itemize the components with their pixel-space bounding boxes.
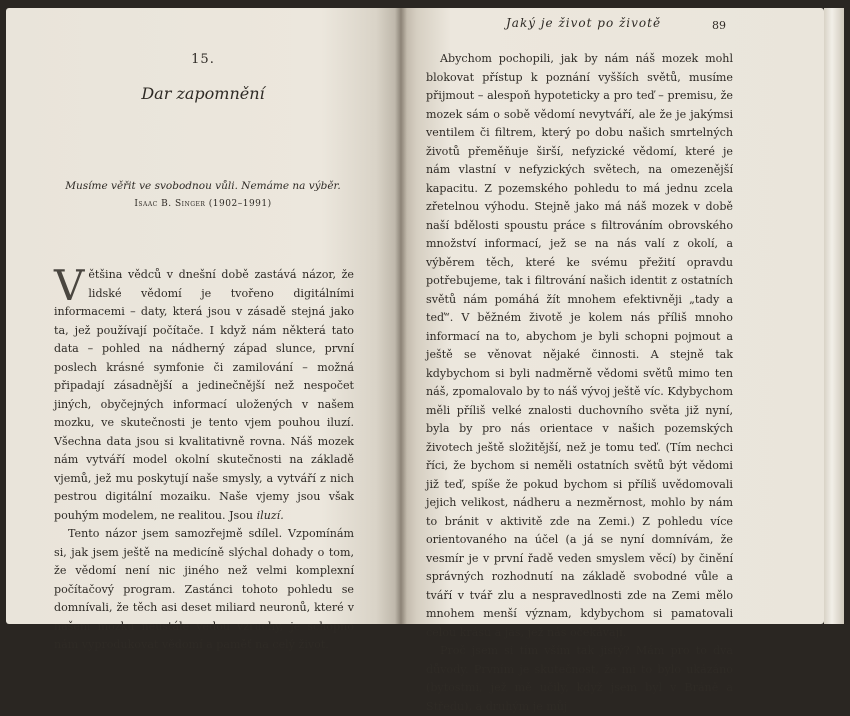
page-number: 89 <box>712 19 726 32</box>
left-page-body <box>54 261 354 655</box>
epigraph-source: Isaac B. Singer (1902–1991) <box>134 199 272 209</box>
left-paragraph-1 <box>54 261 354 525</box>
book-gutter <box>395 8 407 624</box>
left-paragraph-1-text: ětšina vědců v dnešní době zastává názor, že lidské vědomí je tvořeno digitálními informacemi – daty, která jsou v zásadě stejná jako ta, jež používají počítače. I když nám některá tato data – pohled na nádherný západ slunce, první poslech krásné symfonie či zamilování – možná připadají zásadnější a jedinečnější než nespočet jiných, obyčejných informací uložených v našem mozku, ve skutečnosti je tento vjem pouhou iluzí. Všechna data jsou si kvalitativně rovna. Náš mozek nám vytváří model okolní skutečnosti na základě vjemů, jež mu poskytují naše smysly, a vytváří z nich pestrou digitální mozaiku. Naše vjemy jsou však pouhým modelem, ne realitou. Jsou <box>54 268 354 522</box>
drop-cap: V <box>54 261 85 310</box>
left-paragraph-1-italic: iluzí. <box>256 508 284 522</box>
left-paragraph-2: Tento názor jsem samozřejmě sdílel. Vzpomínám si, jak jsem ještě na medicíně slýchal dohady o tom, že vědomí není nic jiného než velmi komplexní počítačový program. Zastánci tohoto pohledu se domnívali, že těch asi deset miliard neuronů, které v našem mozku neustále vedou vzruchy, je schopno nám vyprodukovat vědomí a paměť na celý život. <box>54 527 354 651</box>
running-head: Jaký je život po životě <box>506 16 662 30</box>
epigraph-quote: Musíme věřit ve svobodnou vůli. Nemáme na výběr. <box>65 180 341 192</box>
chapter-title: Dar zapomnění <box>141 84 265 103</box>
chapter-number: 15. <box>191 52 215 67</box>
right-paragraph-1: Abychom pochopili, jak by nám náš mozek mohl blokovat přístup k poznání vyšších světů, musíme přijmout – alespoň hypoteticky a pro teď – premisu, že mozek sám o sobě vědomí nevytváří, ale že je jakýmsi ventilem či filtrem, který po dobu našich smrtelných životů přeměňuje širší, nefyzické vědomí, které je nám vlastní v nefyzických světech, na omezenější kapacitu. Z pozemského pohledu to má jednu zcela zřetelnou výhodu. Stejně jako má náš mozek v době naší bdělosti spoustu práce s filtrováním obrovského množství informací, jež se na nás valí z okolí, a výběrem těch, které ke svému přežití opravdu potřebujeme, tak i filtrování našich identit z ostatních světů nám pomáhá žít mnohem efektivněji „tady a teď“. V běžném životě je kolem nás příliš mnoho informací na to, abychom je byli schopni pojmout a ještě se věnovat nějaké činnosti. A stejně tak kdybychom si byli nadměrně vědomi světů mimo ten náš, zpomalovalo by to náš vývoj ještě víc. Kdybychom měli příliš velké znalosti duchovního světa již nyní, byla by pro nás orientace v našich pozemských životech ještě složitější, než je tomu teď. (Tím nechci říci, že bychom si neměli ostatních světů být vědomi již teď, spíše že pokud bychom si příliš uvědomovali jejich velikost, nádheru a nezměrnost, mohlo by nám to bránit v aktivitě zde na Zemi.) Z pohledu více orientovaného na účel (a já se nyní domnívám, že vesmír je v první řadě veden smyslem věcí) by činění správných rozhodnutí na základě svobodné vůle a tváří v tvář zlu a nespravedlnosti zde na Zemi mělo mnohem menší význam, kdybychom si pamatovali celou krásu a jas, jež nás očekávají. <box>426 52 733 639</box>
right-paragraph-2: Proč jsem si tím vším tak jistý? Mám pro to dva důvody. Prvním je skutečnost, že mi to bylo ukázáno (bytostmi, jež mě učily, když jsem byl v Bráně a Středu), a druhým je můj <box>426 644 733 713</box>
page-edge <box>824 8 844 624</box>
right-page-body <box>426 50 733 716</box>
